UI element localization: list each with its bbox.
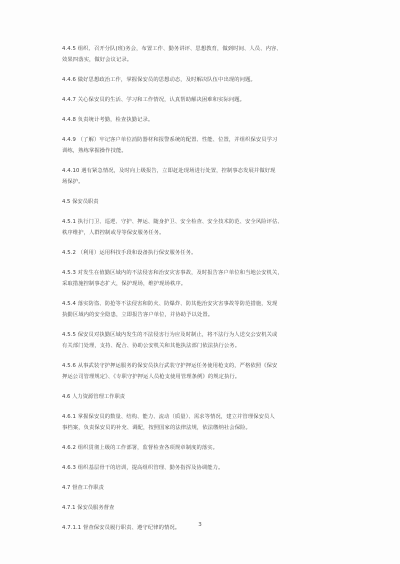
- paragraph: [62, 463, 362, 474]
- paragraph: [62, 75, 362, 86]
- text-line: 有关部门处理，支持、配合、协助公安机关和其他执法部门依法执行公务。: [62, 343, 241, 349]
- section-heading: [62, 392, 362, 403]
- text-line: 4.5.3 对发生在值勤区域内的不法侵害和治安灾害事故，及时报告客户单位和当地公安机关，: [62, 270, 283, 276]
- paragraph: [62, 412, 362, 434]
- paragraph: [62, 299, 362, 321]
- paragraph: [62, 44, 362, 66]
- text-line: 4.4.6 做好思想政治工作，掌握保安员的思想动态，及时解决队伍中出现的问题。: [62, 77, 256, 83]
- text-line: 4.4.8 负责统计考勤，检查执勤记录。: [62, 117, 154, 123]
- text-line: 4.5.1 执行门卫、巡逻、守护、押运、随身护卫、安全检查、安全技术防范、安全风险评估、: [62, 219, 283, 225]
- section-heading: [62, 503, 362, 514]
- text-line: 执勤区域内的安全隐患，立即报告客户单位，并协助予以处置。: [62, 312, 214, 318]
- section-heading: [62, 197, 362, 208]
- paragraph: [62, 248, 362, 259]
- text-line: 采取措施控制事态扩大，保护现场，维护现场秩序。: [62, 281, 187, 287]
- document-body: [62, 44, 362, 543]
- text-line: 训练，熟练掌握操作技能。: [62, 148, 127, 154]
- text-line: 4.4.10 遇有紧急情况，及时向上级报告，立即赶赴现场进行处置，控制事态发展并做好现: [62, 168, 276, 174]
- text-line: 4.6.2 组织贯彻上级的工作部署，监督检查各项规章制度的落实。: [62, 445, 219, 451]
- text-line: 4.5.2 （利用）运用科技手段和设备执行保安服务任务。: [62, 250, 197, 256]
- paragraph: [62, 135, 362, 157]
- text-line: 4.5 保安员职责: [62, 199, 99, 205]
- text-line: 4.7 督查工作职责: [62, 485, 104, 491]
- text-line: 4.4.7 关心保安员的生活、学习和工作情况，认真帮助解决困难和实际问题。: [62, 97, 246, 103]
- text-line: 场保护。: [62, 179, 84, 185]
- paragraph: [62, 115, 362, 126]
- text-line: 4.5.6 从事武装守护押运服务的保安员执行武装守护押运任务使用枪支的，严格依照《保安: [62, 363, 278, 369]
- text-line: 4.7.1 保安员服务督查: [62, 505, 115, 511]
- text-line: 4.5.5 保安员对执勤区域内发生的不法侵害行为应及时制止，将不法行为人送交公安机关或: [62, 332, 278, 338]
- text-line: 4.6.3 组织基层骨干的培训，提高组织管理、勤务指挥及协调能力。: [62, 465, 224, 471]
- text-line: 4.4.9 （了解）牢记客户单位消防器材和报警系统的配置、性能、位置，并组织保安员学习: [62, 137, 278, 143]
- paragraph: [62, 217, 362, 239]
- paragraph: [62, 330, 362, 352]
- paragraph: [62, 95, 362, 106]
- text-line: 秩序维护，人群控制或导等保安服务任务。: [62, 230, 165, 236]
- text-line: 4.7.1.1 督查保安员履行职责、遵守纪律的情况。: [62, 525, 181, 531]
- paragraph: [62, 361, 362, 383]
- text-line: 4.6 人力资源管理工作职责: [62, 394, 126, 400]
- text-line: 4.6.1 掌握保安员的数量、结构、能力、流动（质量）、需求等情况，建立并管理保安员人: [62, 414, 275, 420]
- text-line: 4.5.4 落实防盗、防抢等不法侵害和防火、防爆炸、防其他治安灾害事故等防范措施，发现: [62, 301, 278, 307]
- paragraph: [62, 443, 362, 454]
- paragraph: [62, 268, 362, 290]
- page-number: 3: [198, 522, 202, 528]
- text-line: 押运公司管理规定》、《专职守护押运人员枪支使用管理条例》的规定执行。: [62, 374, 241, 380]
- paragraph: [62, 166, 362, 188]
- text-line: 效果四落实，做好会议记录。: [62, 57, 133, 63]
- text-line: 4.4.5 组织、召开分队(班)务会，布置工作、勤务讲评、思想教育，做到时间、人员、内容、: [62, 46, 282, 52]
- text-line: 事档案，负责保安员的补充、调配，按照国家的法律法规，依法缴纳社会保险。: [62, 425, 251, 431]
- section-heading: [62, 483, 362, 494]
